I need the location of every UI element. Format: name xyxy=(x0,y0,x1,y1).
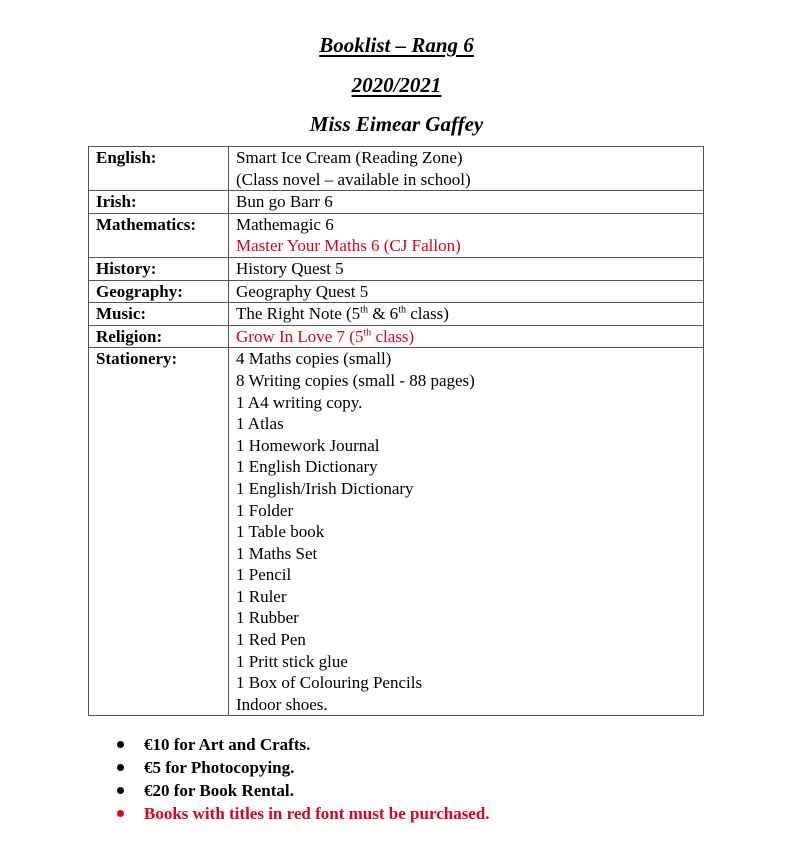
table-row-english xyxy=(89,147,704,191)
stationery-item: 1 Pencil xyxy=(236,565,292,585)
book-item-required: Master Your Maths 6 (CJ Fallon) xyxy=(236,236,461,256)
booklist-title: Booklist – Rang 6 xyxy=(319,33,474,57)
subject-label: Religion: xyxy=(89,325,229,348)
subject-label: History: xyxy=(89,257,229,280)
bullet-icon xyxy=(117,764,124,771)
book-item: The Right Note (5th & 6th class) xyxy=(236,304,449,324)
stationery-item: 1 Homework Journal xyxy=(236,435,380,455)
stationery-list xyxy=(229,348,704,716)
subject-label: Geography: xyxy=(89,280,229,303)
table-row-history xyxy=(89,257,704,280)
stationery-item: 1 Atlas xyxy=(236,414,284,434)
table-row-irish xyxy=(89,191,704,214)
subject-label: Stationery: xyxy=(89,348,229,716)
stationery-item: 1 Table book xyxy=(236,522,325,542)
book-cell xyxy=(229,303,704,326)
bullet-icon xyxy=(117,810,124,817)
fees-list xyxy=(117,733,490,825)
book-cell xyxy=(229,280,704,303)
subject-label: Music: xyxy=(89,303,229,326)
stationery-item: 1 Folder xyxy=(236,500,294,520)
book-cell xyxy=(229,191,704,214)
stationery-item: 1 Ruler xyxy=(236,586,287,606)
book-item: Smart Ice Cream (Reading Zone) xyxy=(236,148,463,167)
stationery-item: 1 Pritt stick glue xyxy=(236,651,348,671)
book-item-required: Grow In Love 7 (5th class) xyxy=(236,326,415,346)
table-row-music xyxy=(89,303,704,326)
book-item: Mathemagic 6 xyxy=(236,214,334,234)
list-item: €10 for Art and Crafts. xyxy=(117,733,490,756)
stationery-item: 4 Maths copies (small) xyxy=(236,349,392,369)
list-item: €20 for Book Rental. xyxy=(117,779,490,802)
school-year: 2020/2021 xyxy=(351,73,442,97)
table-row-stationery xyxy=(89,348,704,716)
book-item: History Quest 5 xyxy=(236,258,344,278)
table-row-mathematics xyxy=(89,213,704,257)
table-row-geography xyxy=(89,280,704,303)
subject-label: Mathematics: xyxy=(89,213,229,257)
teacher-name: Miss Eimear Gaffey xyxy=(309,112,484,136)
stationery-item: 1 Red Pen xyxy=(236,630,306,650)
book-cell xyxy=(229,257,704,280)
book-cell xyxy=(229,147,704,191)
book-item: (Class novel – available in school) xyxy=(236,169,471,189)
stationery-item: 1 Box of Colouring Pencils xyxy=(236,673,423,693)
list-item: €5 for Photocopying. xyxy=(117,756,490,779)
purchase-note: Books with titles in red font must be purchased. xyxy=(117,802,490,825)
stationery-item: 1 A4 writing copy. xyxy=(236,392,363,412)
book-item: Geography Quest 5 xyxy=(236,281,369,301)
stationery-item: 1 Maths Set xyxy=(236,543,318,563)
stationery-item: 8 Writing copies (small - 88 pages) xyxy=(236,370,475,390)
stationery-item: 1 English/Irish Dictionary xyxy=(236,478,414,498)
book-cell xyxy=(229,213,704,257)
stationery-item: Indoor shoes. xyxy=(236,694,328,714)
subject-label: English: xyxy=(89,147,229,191)
table-row-religion xyxy=(89,325,704,348)
stationery-item: 1 English Dictionary xyxy=(236,457,378,477)
bullet-icon xyxy=(117,741,124,748)
booklist-table xyxy=(88,146,704,716)
subject-label: Irish: xyxy=(89,191,229,214)
stationery-item: 1 Rubber xyxy=(236,608,299,628)
book-cell xyxy=(229,325,704,348)
bullet-icon xyxy=(117,787,124,794)
book-item: Bun go Barr 6 xyxy=(236,192,333,212)
